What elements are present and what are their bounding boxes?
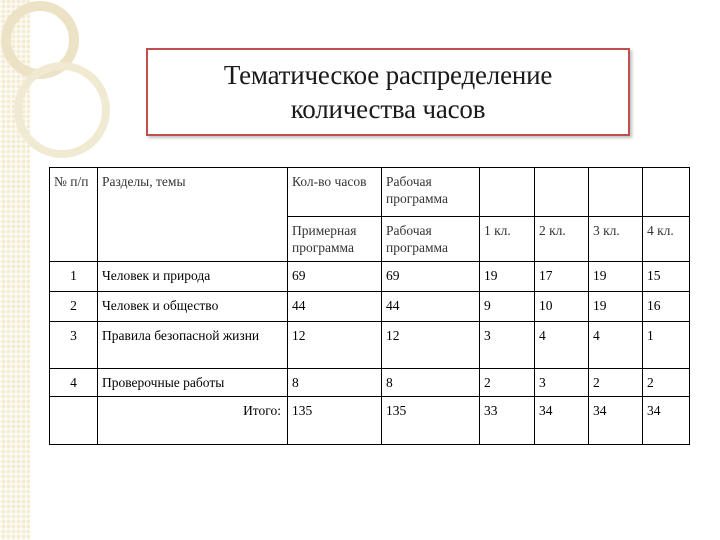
table-row bbox=[50, 292, 690, 322]
row-g2: 10 bbox=[535, 292, 589, 322]
row-topic: Человек и общество bbox=[98, 292, 288, 322]
header-work-program-2: Рабочая программа bbox=[382, 217, 480, 262]
row-num: 3 bbox=[50, 322, 98, 369]
header-row-1 bbox=[50, 168, 690, 217]
total-label: Итого: bbox=[98, 397, 288, 445]
header-hours: Кол-во часов bbox=[288, 168, 382, 217]
row-topic: Проверочные работы bbox=[98, 369, 288, 397]
row-g1: 19 bbox=[480, 262, 535, 292]
title-line-1: Тематическое распределение bbox=[223, 60, 553, 90]
row-g4: 1 bbox=[643, 322, 690, 369]
total-g2: 34 bbox=[535, 397, 589, 445]
row-sample: 12 bbox=[288, 322, 382, 369]
header-empty-cell bbox=[589, 168, 643, 217]
table-row bbox=[50, 322, 690, 369]
row-topic: Человек и природа bbox=[98, 262, 288, 292]
row-g1: 3 bbox=[480, 322, 535, 369]
row-g4: 2 bbox=[643, 369, 690, 397]
row-work: 69 bbox=[382, 262, 480, 292]
header-sections: Разделы, темы bbox=[98, 168, 288, 262]
row-topic: Правила безопасной жизни bbox=[98, 322, 288, 369]
table-row bbox=[50, 369, 690, 397]
total-empty-cell bbox=[50, 397, 98, 445]
row-g4: 16 bbox=[643, 292, 690, 322]
total-work: 135 bbox=[382, 397, 480, 445]
row-num: 1 bbox=[50, 262, 98, 292]
header-sample-program: Примерная программа bbox=[288, 217, 382, 262]
row-g3: 19 bbox=[589, 292, 643, 322]
header-grade-4: 4 кл. bbox=[643, 217, 690, 262]
row-g1: 2 bbox=[480, 369, 535, 397]
row-sample: 44 bbox=[288, 292, 382, 322]
header-work-program: Рабочая программа bbox=[382, 168, 480, 217]
row-g3: 2 bbox=[589, 369, 643, 397]
row-work: 44 bbox=[382, 292, 480, 322]
row-g2: 17 bbox=[535, 262, 589, 292]
page-title bbox=[224, 58, 552, 126]
total-sample: 135 bbox=[288, 397, 382, 445]
table-row bbox=[50, 262, 690, 292]
hours-table bbox=[49, 167, 690, 445]
row-num: 2 bbox=[50, 292, 98, 322]
total-g3: 34 bbox=[589, 397, 643, 445]
row-work: 12 bbox=[382, 322, 480, 369]
row-g3: 4 bbox=[589, 322, 643, 369]
header-num: № п/п bbox=[50, 168, 98, 262]
row-sample: 69 bbox=[288, 262, 382, 292]
row-g2: 4 bbox=[535, 322, 589, 369]
header-grade-2: 2 кл. bbox=[535, 217, 589, 262]
row-g4: 15 bbox=[643, 262, 690, 292]
title-box bbox=[146, 48, 630, 136]
header-empty-cell bbox=[480, 168, 535, 217]
row-g2: 3 bbox=[535, 369, 589, 397]
title-line-2: количества часов bbox=[290, 94, 486, 124]
header-empty-cell bbox=[643, 168, 690, 217]
header-grade-3: 3 кл. bbox=[589, 217, 643, 262]
header-empty-cell bbox=[535, 168, 589, 217]
total-row bbox=[50, 397, 690, 445]
row-sample: 8 bbox=[288, 369, 382, 397]
total-g4: 34 bbox=[643, 397, 690, 445]
row-g3: 19 bbox=[589, 262, 643, 292]
row-g1: 9 bbox=[480, 292, 535, 322]
row-work: 8 bbox=[382, 369, 480, 397]
header-grade-1: 1 кл. bbox=[480, 217, 535, 262]
row-num: 4 bbox=[50, 369, 98, 397]
total-g1: 33 bbox=[480, 397, 535, 445]
